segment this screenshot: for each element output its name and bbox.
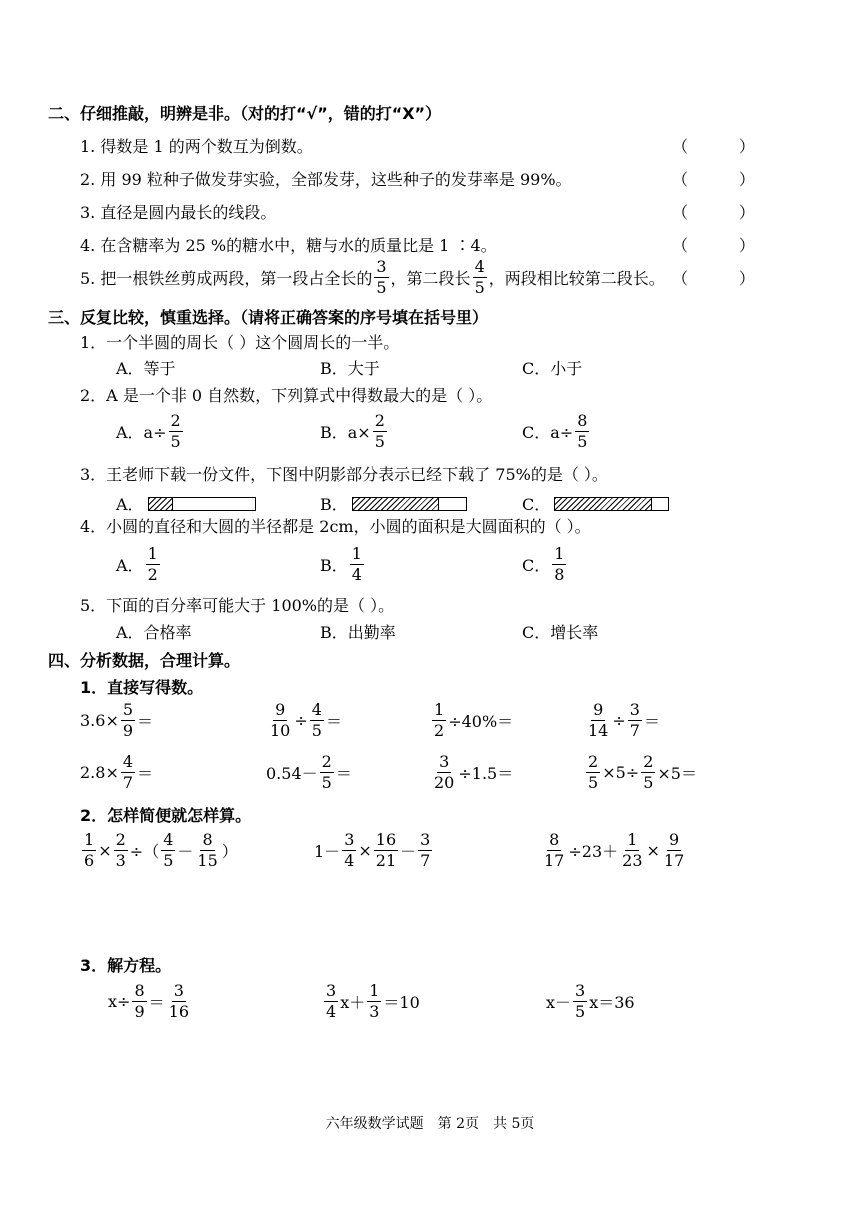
fraction: $\frac{8}{17}$ <box>544 830 565 870</box>
fraction: $\frac{4}{5}$ <box>163 830 174 870</box>
fraction: $\frac{1}{4}$ <box>351 544 362 584</box>
answer-blank: （ ） <box>672 236 755 255</box>
expression: $\frac{2}{5}$ ×5÷ $\frac{2}{5}$ ×5＝ <box>588 752 697 792</box>
fraction: $\frac{3}{5}$ <box>376 257 387 297</box>
equation: $\frac{3}{4}$ x＋ $\frac{1}{3}$ ＝10 <box>326 981 420 1021</box>
question-2-3: 3. 直径是圆内最长的线段。 <box>80 203 277 222</box>
fraction: $\frac{8}{9}$ <box>134 981 145 1021</box>
option-c: C．a÷ $\frac{8}{5}$ <box>522 411 588 451</box>
expression: $\frac{1}{2}$ ÷40%＝ <box>434 700 514 740</box>
option-b: B． <box>320 492 467 515</box>
fraction: $\frac{9}{10}$ <box>270 700 291 740</box>
fraction: $\frac{2}{5}$ <box>170 411 181 451</box>
expression: 1－ $\frac{3}{4}$ × $\frac{16}{21}$ － $\frac{3}{7}$ <box>314 830 431 870</box>
fraction: $\frac{9}{17}$ <box>663 830 685 870</box>
question-3-5: 5．下面的百分率可能大于 100%的是（ ）。 <box>80 596 395 615</box>
option-b: B．出勤率 <box>320 623 396 642</box>
fraction: $\frac{3}{7}$ <box>629 700 640 740</box>
question-3-2: 2．A 是一个非 0 自然数，下列算式中得数最大的是（ ）。 <box>80 386 493 405</box>
answer-blank: （ ） <box>672 137 755 156</box>
option-a: A．a÷ $\frac{2}{5}$ <box>116 411 181 451</box>
fraction: $\frac{8}{15}$ <box>197 830 218 870</box>
option-c: C． <box>522 492 669 515</box>
section-3-title: 三、反复比较，慎重选择。（请将正确答案的序号填在括号里） <box>48 308 489 327</box>
expression: $\frac{1}{6}$ × $\frac{2}{3}$ ÷（ $\frac{4}{5}$ － $\frac{8}{15}$ ） <box>84 830 238 870</box>
question-3-1: 1．一个半圆的周长（ ）这个圆周长的一半。 <box>80 333 400 352</box>
fraction: $\frac{2}{5}$ <box>374 411 385 451</box>
question-2-5-part-b: ，第二段长 <box>390 269 471 288</box>
progress-bar-c <box>554 497 669 511</box>
option-c: C． $\frac{1}{8}$ <box>522 544 565 584</box>
fraction: $\frac{4}{7}$ <box>122 752 134 792</box>
option-c: C．小于 <box>522 359 583 378</box>
fraction: $\frac{5}{9}$ <box>122 700 134 740</box>
fraction: $\frac{8}{5}$ <box>577 411 588 451</box>
page-footer: 六年级数学试题 第 2页 共 5页 <box>325 1116 535 1132</box>
answer-blank: （ ） <box>672 269 755 288</box>
progress-fill <box>555 498 652 510</box>
question-2-5 <box>80 259 665 296</box>
fraction: $\frac{1}{2}$ <box>434 700 445 740</box>
option-a: A． <box>116 492 256 515</box>
fraction: $\frac{1}{6}$ <box>84 830 95 870</box>
expression: 0.54－ $\frac{2}{5}$ ＝ <box>266 752 352 792</box>
fraction: $\frac{1}{23}$ <box>622 830 643 870</box>
fraction: $\frac{1}{2}$ <box>147 544 158 584</box>
fraction: $\frac{2}{5}$ <box>643 752 654 792</box>
question-2-5-part-a: 5. 把一根铁丝剪成两段，第一段占全长的 <box>80 269 373 288</box>
option-a: A．等于 <box>116 359 176 378</box>
expression: 3.6× $\frac{5}{9}$ ＝ <box>80 700 154 740</box>
option-a: A． $\frac{1}{2}$ <box>116 544 158 584</box>
fraction: $\frac{2}{5}$ <box>588 752 599 792</box>
progress-fill <box>149 498 173 510</box>
fraction: $\frac{3}{4}$ <box>326 981 337 1021</box>
part-3-title: 3．解方程。 <box>80 956 172 975</box>
expression: 2.8× $\frac{4}{7}$ ＝ <box>80 752 154 792</box>
part-1-title: 1．直接写得数。 <box>80 678 204 697</box>
expression: $\frac{3}{20}$ ÷1.5＝ <box>434 752 514 792</box>
fraction: $\frac{2}{5}$ <box>321 752 332 792</box>
section-2-title: 二、仔细推敲，明辨是非。（对的打“√”，错的打“X”） <box>48 104 442 123</box>
fraction: $\frac{3}{5}$ <box>575 981 586 1021</box>
option-b: B．a× $\frac{2}{5}$ <box>320 411 385 451</box>
option-b: B．大于 <box>320 359 380 378</box>
option-a: A．合格率 <box>116 623 192 642</box>
fraction: $\frac{1}{8}$ <box>554 544 565 584</box>
fraction: $\frac{9}{14}$ <box>588 700 609 740</box>
expression: $\frac{9}{10}$ ÷ $\frac{4}{5}$ ＝ <box>270 700 342 740</box>
question-2-5-part-c: ，两段相比较第二段长。 <box>488 269 665 288</box>
fraction: $\frac{3}{4}$ <box>344 830 355 870</box>
fraction: $\frac{3}{20}$ <box>434 752 455 792</box>
fraction: $\frac{4}{5}$ <box>311 700 322 740</box>
progress-bar-a <box>148 497 256 511</box>
question-3-3: 3．王老师下载一份文件，下图中阴影部分表示已经下载了 75%的是（ ）。 <box>80 465 608 484</box>
section-4-title: 四、分析数据，合理计算。 <box>48 651 241 670</box>
expression: $\frac{8}{17}$ ÷23＋ $\frac{1}{23}$ × $\frac{9}{17}$ <box>544 830 685 870</box>
equation: x－ $\frac{3}{5}$ x＝36 <box>546 981 635 1021</box>
equation: x÷ $\frac{8}{9}$ ＝ $\frac{3}{16}$ <box>108 981 189 1021</box>
fraction: $\frac{16}{21}$ <box>375 830 397 870</box>
answer-blank: （ ） <box>672 170 755 189</box>
fraction: $\frac{3}{16}$ <box>168 981 189 1021</box>
question-2-1: 1. 得数是 1 的两个数互为倒数。 <box>80 137 313 156</box>
answer-blank: （ ） <box>672 203 755 222</box>
option-b: B． $\frac{1}{4}$ <box>320 544 362 584</box>
fraction: $\frac{2}{3}$ <box>115 830 126 870</box>
expression: $\frac{9}{14}$ ÷ $\frac{3}{7}$ ＝ <box>588 700 660 740</box>
fraction: $\frac{4}{5}$ <box>474 257 485 297</box>
part-2-title: 2．怎样简便就怎样算。 <box>80 806 252 825</box>
fraction: $\frac{1}{3}$ <box>369 981 380 1021</box>
question-2-4: 4. 在含糖率为 25 %的糖水中，糖与水的质量比是 1 ∶4。 <box>80 236 497 255</box>
question-2-2: 2. 用 99 粒种子做发芽实验，全部发芽，这些种子的发芽率是 99%。 <box>80 170 572 189</box>
progress-fill <box>353 498 439 510</box>
option-c: C．增长率 <box>522 623 599 642</box>
question-3-4: 4．小圆的直径和大圆的半径都是 2cm，小圆的面积是大圆面积的（ ）。 <box>80 517 591 536</box>
fraction: $\frac{3}{7}$ <box>420 830 431 870</box>
progress-bar-b <box>352 497 467 511</box>
